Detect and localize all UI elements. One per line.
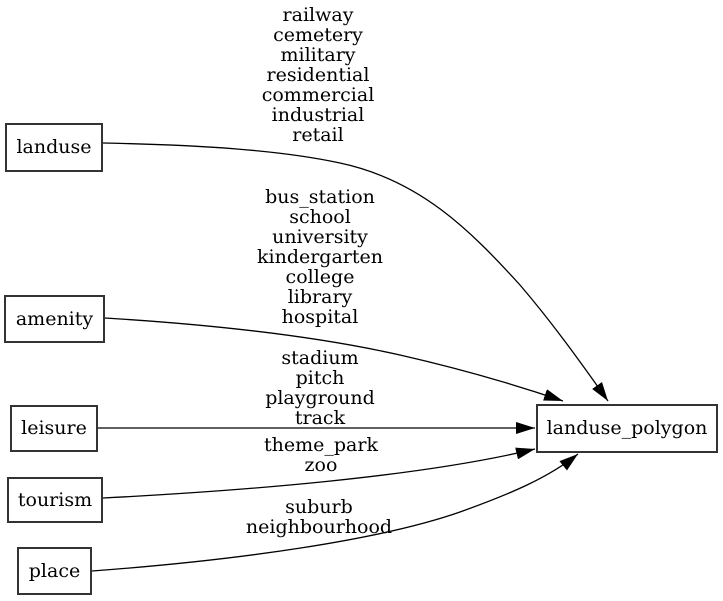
edge-label: library [287, 286, 353, 308]
edge-label: university [272, 226, 368, 248]
edge-label: bus_station [265, 186, 375, 208]
edge-label: suburb [285, 496, 353, 518]
edge-label: military [280, 44, 356, 66]
node-landuse-polygon-label: landuse_polygon [546, 417, 708, 439]
edge-label: playground [265, 387, 375, 409]
edge-label: railway [282, 4, 354, 26]
edge-label: school [289, 206, 351, 228]
node-tourism-label: tourism [17, 488, 93, 511]
node-amenity [4, 295, 105, 343]
node-landuse-label: landuse [16, 136, 92, 158]
edge-label: college [285, 266, 355, 288]
node-landuse [5, 123, 103, 172]
node-place [17, 547, 92, 595]
edge-label: cemetery [273, 24, 363, 46]
edge-label: theme_park [264, 434, 378, 456]
edge-labels-landuse [262, 5, 375, 145]
edge-label: retail [292, 124, 344, 146]
edge-label: zoo [304, 454, 338, 476]
edge-labels-leisure [265, 348, 375, 428]
edge-label: kindergarten [256, 246, 384, 268]
node-amenity-label: amenity [15, 307, 94, 330]
edge-label: stadium [281, 347, 359, 369]
edge-label: commercial [261, 84, 375, 106]
edge-labels-tourism [264, 435, 378, 475]
node-leisure [10, 405, 98, 452]
node-tourism [7, 477, 103, 523]
node-landuse-polygon [536, 404, 718, 453]
node-place-label: place [28, 559, 81, 582]
edge-labels-place [246, 497, 392, 537]
edge-label: track [294, 407, 346, 429]
edge-label: pitch [295, 367, 345, 389]
edge-label: neighbourhood [245, 516, 393, 538]
node-leisure-label: leisure [21, 417, 87, 439]
edge-label: industrial [271, 104, 365, 126]
edge-labels-amenity [257, 187, 383, 327]
edge-label: residential [266, 64, 370, 86]
edge-label: hospital [281, 306, 359, 328]
